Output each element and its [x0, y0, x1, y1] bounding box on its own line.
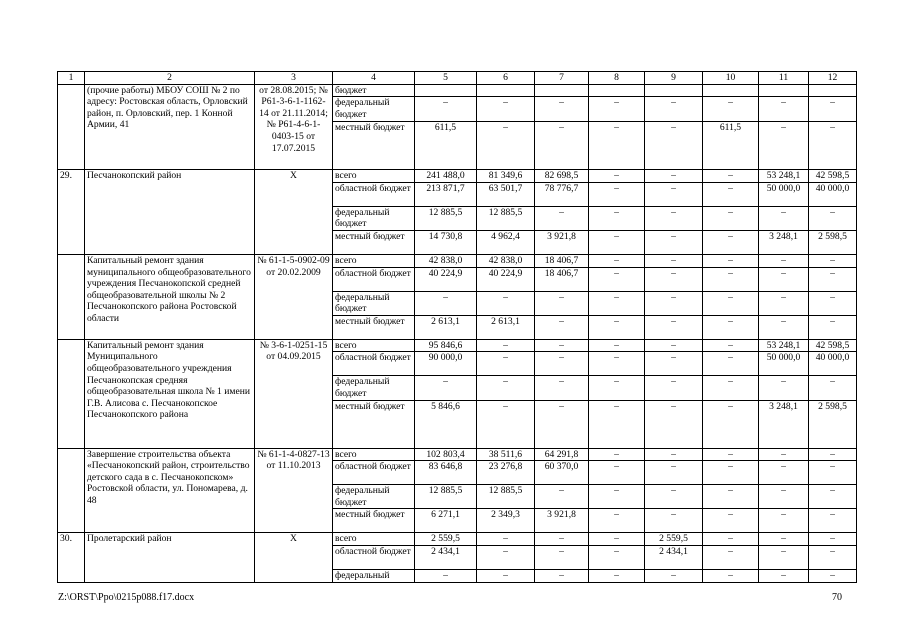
amount-cell: –: [703, 485, 759, 509]
column-number: 8: [589, 72, 645, 85]
amount-cell: –: [535, 352, 589, 376]
amount-cell: –: [759, 509, 809, 533]
column-number: 12: [809, 72, 857, 85]
amount-cell: –: [477, 97, 535, 122]
funding-source: местный бюджет: [333, 400, 415, 448]
column-number-row: [58, 72, 857, 85]
amount-cell: –: [809, 509, 857, 533]
funding-source: всего: [333, 170, 415, 183]
amount-cell: –: [589, 509, 645, 533]
amount-cell: 40 224,9: [477, 267, 535, 291]
amount-cell: –: [589, 339, 645, 352]
amount-cell: –: [535, 376, 589, 400]
amount-cell: 60 370,0: [535, 461, 589, 485]
amount-cell: [415, 84, 477, 97]
amount-cell: –: [759, 485, 809, 509]
amount-cell: –: [809, 206, 857, 230]
amount-cell: –: [759, 267, 809, 291]
amount-cell: 78 776,7: [535, 182, 589, 206]
amount-cell: 81 349,6: [477, 170, 535, 183]
amount-cell: 12 885,5: [477, 485, 535, 509]
amount-cell: –: [415, 291, 477, 315]
amount-cell: –: [645, 254, 703, 267]
funding-source: всего: [333, 339, 415, 352]
amount-cell: –: [589, 545, 645, 569]
amount-cell: –: [703, 533, 759, 546]
amount-cell: –: [759, 376, 809, 400]
amount-cell: –: [477, 339, 535, 352]
amount-cell: 42 838,0: [415, 254, 477, 267]
amount-cell: 611,5: [415, 122, 477, 170]
amount-cell: –: [759, 461, 809, 485]
amount-cell: –: [759, 97, 809, 122]
amount-cell: 241 488,0: [415, 170, 477, 183]
object-name: Капитальный ремонт здания муниципального общеобразовательного учреждения Песчанокопской средней общеобразовательной школы № 2 Песчанокопского района Ростовской области: [85, 254, 255, 339]
amount-cell: –: [535, 485, 589, 509]
amount-cell: 14 730,8: [415, 230, 477, 254]
amount-cell: 213 871,7: [415, 182, 477, 206]
amount-cell: 42 838,0: [477, 254, 535, 267]
amount-cell: –: [535, 339, 589, 352]
amount-cell: 23 276,8: [477, 461, 535, 485]
amount-cell: –: [477, 352, 535, 376]
amount-cell: 12 885,5: [415, 206, 477, 230]
funding-source: областной бюджет: [333, 182, 415, 206]
row-number: [58, 339, 85, 448]
amount-cell: –: [645, 182, 703, 206]
amount-cell: 2 598,5: [809, 230, 857, 254]
amount-cell: [645, 84, 703, 97]
amount-cell: –: [415, 569, 477, 582]
amount-cell: 2 598,5: [809, 400, 857, 448]
document-reference: Х: [255, 533, 333, 582]
amount-cell: –: [809, 376, 857, 400]
funding-source: местный бюджет: [333, 509, 415, 533]
funding-source: бюджет: [333, 84, 415, 97]
amount-cell: –: [477, 569, 535, 582]
amount-cell: 50 000,0: [759, 182, 809, 206]
object-name: Песчанокопский район: [85, 170, 255, 255]
column-number: 7: [535, 72, 589, 85]
amount-cell: –: [809, 448, 857, 461]
amount-cell: –: [477, 545, 535, 569]
amount-cell: –: [809, 254, 857, 267]
amount-cell: 2 349,3: [477, 509, 535, 533]
amount-cell: –: [415, 97, 477, 122]
funding-source: местный бюджет: [333, 230, 415, 254]
amount-cell: –: [645, 97, 703, 122]
funding-source: областной бюджет: [333, 545, 415, 569]
amount-cell: –: [703, 254, 759, 267]
amount-cell: 50 000,0: [759, 352, 809, 376]
amount-cell: 83 646,8: [415, 461, 477, 485]
amount-cell: –: [535, 122, 589, 170]
amount-cell: –: [809, 122, 857, 170]
amount-cell: 2 434,1: [645, 545, 703, 569]
funding-source: федеральный бюджет: [333, 291, 415, 315]
funding-source: федеральный бюджет: [333, 97, 415, 122]
amount-cell: –: [589, 315, 645, 339]
amount-cell: –: [535, 569, 589, 582]
funding-source: федеральный бюджет: [333, 485, 415, 509]
amount-cell: –: [809, 315, 857, 339]
amount-cell: –: [589, 533, 645, 546]
amount-cell: –: [645, 448, 703, 461]
amount-cell: 90 000,0: [415, 352, 477, 376]
funding-source: федеральный бюджет: [333, 376, 415, 400]
column-number: 2: [85, 72, 255, 85]
amount-cell: 3 921,8: [535, 509, 589, 533]
amount-cell: –: [809, 545, 857, 569]
column-number: 11: [759, 72, 809, 85]
amount-cell: –: [535, 206, 589, 230]
file-path: Z:\ORST\Ppo\0215p088.f17.docx: [58, 592, 195, 603]
amount-cell: 38 511,6: [477, 448, 535, 461]
amount-cell: –: [809, 97, 857, 122]
amount-cell: –: [589, 182, 645, 206]
amount-cell: –: [645, 400, 703, 448]
budget-table: [57, 71, 857, 583]
amount-cell: 4 962,4: [477, 230, 535, 254]
amount-cell: [703, 84, 759, 97]
object-name: Завершение строительства объекта «Песчанокопский район, строительство детского сада в с. Песчанокопском» Ростовской области, ул. Пономарева, д. 48: [85, 448, 255, 533]
funding-source: областной бюджет: [333, 461, 415, 485]
amount-cell: –: [809, 291, 857, 315]
row-number: [58, 448, 85, 533]
amount-cell: –: [703, 509, 759, 533]
amount-cell: –: [477, 400, 535, 448]
funding-source: местный бюджет: [333, 315, 415, 339]
amount-cell: –: [703, 569, 759, 582]
column-number: 10: [703, 72, 759, 85]
amount-cell: –: [589, 122, 645, 170]
amount-cell: 42 598,5: [809, 170, 857, 183]
amount-cell: 18 406,7: [535, 267, 589, 291]
amount-cell: –: [809, 569, 857, 582]
amount-cell: 5 846,6: [415, 400, 477, 448]
amount-cell: [535, 84, 589, 97]
amount-cell: –: [477, 533, 535, 546]
table-row: [58, 339, 857, 352]
column-number: 5: [415, 72, 477, 85]
amount-cell: –: [645, 170, 703, 183]
object-name: Пролетарский район: [85, 533, 255, 582]
table-row: [58, 170, 857, 183]
amount-cell: –: [589, 461, 645, 485]
amount-cell: –: [759, 254, 809, 267]
amount-cell: 12 885,5: [477, 206, 535, 230]
amount-cell: –: [589, 485, 645, 509]
amount-cell: –: [589, 230, 645, 254]
amount-cell: –: [809, 533, 857, 546]
amount-cell: –: [703, 230, 759, 254]
table-row: [58, 448, 857, 461]
table-row: [58, 254, 857, 267]
amount-cell: –: [477, 291, 535, 315]
amount-cell: 2 613,1: [415, 315, 477, 339]
funding-source: федеральный: [333, 569, 415, 582]
amount-cell: [477, 84, 535, 97]
row-number: 29.: [58, 170, 85, 255]
document-reference: Х: [255, 170, 333, 255]
amount-cell: –: [589, 267, 645, 291]
row-number: [58, 254, 85, 339]
amount-cell: –: [703, 376, 759, 400]
amount-cell: –: [589, 352, 645, 376]
amount-cell: –: [645, 122, 703, 170]
amount-cell: 611,5: [703, 122, 759, 170]
amount-cell: –: [703, 339, 759, 352]
amount-cell: –: [809, 485, 857, 509]
amount-cell: –: [703, 461, 759, 485]
amount-cell: 12 885,5: [415, 485, 477, 509]
amount-cell: –: [589, 448, 645, 461]
amount-cell: [809, 84, 857, 97]
amount-cell: –: [703, 545, 759, 569]
funding-source: всего: [333, 254, 415, 267]
row-number: 30.: [58, 533, 85, 582]
amount-cell: –: [703, 170, 759, 183]
amount-cell: –: [759, 315, 809, 339]
amount-cell: –: [477, 122, 535, 170]
amount-cell: –: [589, 376, 645, 400]
amount-cell: [589, 84, 645, 97]
amount-cell: –: [535, 315, 589, 339]
document-reference: № 3-6-1-0251-15 от 04.09.2015: [255, 339, 333, 448]
amount-cell: 53 248,1: [759, 339, 809, 352]
amount-cell: –: [477, 376, 535, 400]
amount-cell: –: [535, 400, 589, 448]
amount-cell: –: [645, 339, 703, 352]
amount-cell: –: [703, 267, 759, 291]
amount-cell: –: [703, 206, 759, 230]
amount-cell: –: [759, 122, 809, 170]
object-name: (прочие работы) МБОУ СОШ № 2 по адресу: Ростовская область, Орловский район, п. Орловский, пер. 1 Конной Армии, 41: [85, 84, 255, 170]
amount-cell: –: [703, 352, 759, 376]
document-reference: № 61-1-5-0902-09 от 20.02.2009: [255, 254, 333, 339]
column-number: 6: [477, 72, 535, 85]
amount-cell: –: [535, 291, 589, 315]
amount-cell: –: [703, 315, 759, 339]
amount-cell: –: [645, 315, 703, 339]
amount-cell: –: [703, 97, 759, 122]
column-number: 4: [333, 72, 415, 85]
amount-cell: 40 000,0: [809, 352, 857, 376]
table-row: [58, 84, 857, 97]
amount-cell: –: [759, 533, 809, 546]
amount-cell: 95 846,6: [415, 339, 477, 352]
amount-cell: –: [645, 206, 703, 230]
amount-cell: –: [589, 206, 645, 230]
object-name: Капитальный ремонт здания Муниципального общеобразовательного учреждения Песчанокопская средняя общеобразовательная школа № 1 имени Г.В. Алисова с. Песчанокопское Песчанокопского района: [85, 339, 255, 448]
funding-source: всего: [333, 533, 415, 546]
amount-cell: 2 434,1: [415, 545, 477, 569]
funding-source: областной бюджет: [333, 352, 415, 376]
amount-cell: –: [645, 461, 703, 485]
amount-cell: 63 501,7: [477, 182, 535, 206]
amount-cell: –: [809, 267, 857, 291]
amount-cell: –: [645, 509, 703, 533]
document-reference: от 28.08.2015; № Р61-3-6-1-1162-14 от 21.11.2014; № Р61-4-6-1-0403-15 от 17.07.2015: [255, 84, 333, 170]
amount-cell: –: [645, 267, 703, 291]
amount-cell: –: [589, 400, 645, 448]
amount-cell: 42 598,5: [809, 339, 857, 352]
amount-cell: –: [535, 533, 589, 546]
amount-cell: –: [589, 291, 645, 315]
amount-cell: –: [415, 376, 477, 400]
amount-cell: –: [759, 291, 809, 315]
amount-cell: 3 921,8: [535, 230, 589, 254]
column-number: 3: [255, 72, 333, 85]
amount-cell: –: [589, 170, 645, 183]
table-body: [58, 72, 857, 583]
amount-cell: –: [645, 569, 703, 582]
amount-cell: 40 000,0: [809, 182, 857, 206]
amount-cell: 3 248,1: [759, 400, 809, 448]
amount-cell: –: [703, 400, 759, 448]
amount-cell: –: [535, 545, 589, 569]
amount-cell: –: [759, 545, 809, 569]
funding-source: федеральный бюджет: [333, 206, 415, 230]
amount-cell: –: [759, 206, 809, 230]
amount-cell: –: [535, 97, 589, 122]
amount-cell: –: [645, 485, 703, 509]
amount-cell: –: [589, 97, 645, 122]
amount-cell: 82 698,5: [535, 170, 589, 183]
amount-cell: 3 248,1: [759, 230, 809, 254]
amount-cell: –: [703, 291, 759, 315]
funding-source: местный бюджет: [333, 122, 415, 170]
amount-cell: –: [645, 291, 703, 315]
funding-source: всего: [333, 448, 415, 461]
amount-cell: –: [589, 254, 645, 267]
amount-cell: –: [759, 569, 809, 582]
amount-cell: 2 559,5: [645, 533, 703, 546]
amount-cell: –: [759, 448, 809, 461]
table-row: [58, 533, 857, 546]
column-number: 9: [645, 72, 703, 85]
column-number: 1: [58, 72, 85, 85]
amount-cell: [759, 84, 809, 97]
amount-cell: 64 291,8: [535, 448, 589, 461]
amount-cell: –: [703, 182, 759, 206]
amount-cell: –: [809, 461, 857, 485]
amount-cell: 2 559,5: [415, 533, 477, 546]
amount-cell: 18 406,7: [535, 254, 589, 267]
amount-cell: 53 248,1: [759, 170, 809, 183]
amount-cell: –: [645, 230, 703, 254]
row-number: [58, 84, 85, 170]
page-number: 70: [832, 592, 842, 603]
amount-cell: –: [645, 352, 703, 376]
amount-cell: –: [703, 448, 759, 461]
amount-cell: 2 613,1: [477, 315, 535, 339]
amount-cell: 102 803,4: [415, 448, 477, 461]
funding-source: областной бюджет: [333, 267, 415, 291]
amount-cell: –: [589, 569, 645, 582]
amount-cell: 40 224,9: [415, 267, 477, 291]
amount-cell: –: [645, 376, 703, 400]
amount-cell: 6 271,1: [415, 509, 477, 533]
document-reference: № 61-1-4-0827-13 от 11.10.2013: [255, 448, 333, 533]
